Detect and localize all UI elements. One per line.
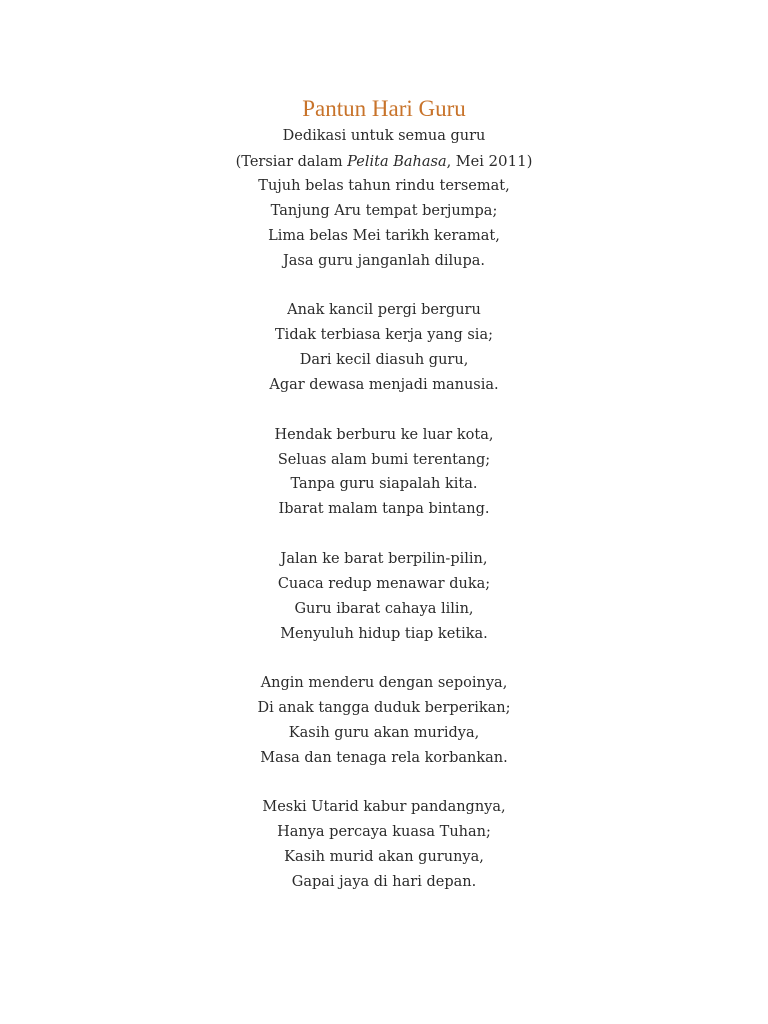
stanza-5-line-2: Di anak tangga duduk berperikan;: [257, 700, 511, 716]
stanza-4-line-3: Guru ibarat cahaya lilin,: [294, 601, 474, 617]
publication-prefix: (Tersiar dalam: [235, 154, 348, 170]
publication-note: [0, 151, 768, 172]
publication-suffix: ): [526, 154, 533, 170]
stanza-2-line-3: Dari kecil diasuh guru,: [299, 352, 469, 368]
stanza-3-line-1: Hendak berburu ke luar kota,: [274, 427, 494, 443]
poem-title: Pantun Hari Guru: [302, 96, 466, 121]
stanza-1-line-1: Tujuh belas tahun rindu tersemat,: [258, 178, 510, 194]
stanza-6-line-4: Gapai jaya di hari depan.: [291, 874, 477, 890]
stanza-2-line-2: Tidak terbiasa kerja yang sia;: [275, 327, 493, 343]
publication-middle: , Mei: [446, 154, 489, 170]
publication-year: 2011: [488, 152, 527, 170]
poem-dedication: Dedikasi untuk semua guru: [282, 128, 486, 144]
stanza-4-line-4: Menyuluh hidup tiap ketika.: [280, 626, 488, 642]
stanza-1-line-4: Jasa guru janganlah dilupa.: [282, 253, 486, 269]
stanza-4-line-1: Jalan ke barat berpilin-pilin,: [280, 551, 488, 567]
stanza-2-line-1: Anak kancil pergi berguru: [287, 302, 481, 318]
stanza-5-line-3: Kasih guru akan muridya,: [288, 725, 480, 741]
stanza-3-line-4: Ibarat malam tanpa bintang.: [278, 501, 490, 517]
stanza-1-line-2: Tanjung Aru tempat berjumpa;: [270, 203, 498, 219]
magazine-name: Pelita Bahasa: [347, 154, 447, 170]
stanza-6-line-3: Kasih murid akan gurunya,: [284, 849, 484, 865]
stanza-3-line-2: Seluas alam bumi terentang;: [277, 452, 491, 468]
stanza-1-line-3: Lima belas Mei tarikh keramat,: [268, 228, 500, 244]
stanza-6-line-2: Hanya percaya kuasa Tuhan;: [277, 824, 491, 840]
stanza-5-line-4: Masa dan tenaga rela korbankan.: [260, 750, 508, 766]
stanza-6-line-1: Meski Utarid kabur pandangnya,: [262, 799, 506, 815]
stanza-2-line-4: Agar dewasa menjadi manusia.: [269, 377, 499, 393]
stanza-3-line-3: Tanpa guru siapalah kita.: [290, 476, 478, 492]
stanza-4-line-2: Cuaca redup menawar duka;: [277, 576, 491, 592]
stanza-5-line-1: Angin menderu dengan sepoinya,: [260, 675, 508, 691]
